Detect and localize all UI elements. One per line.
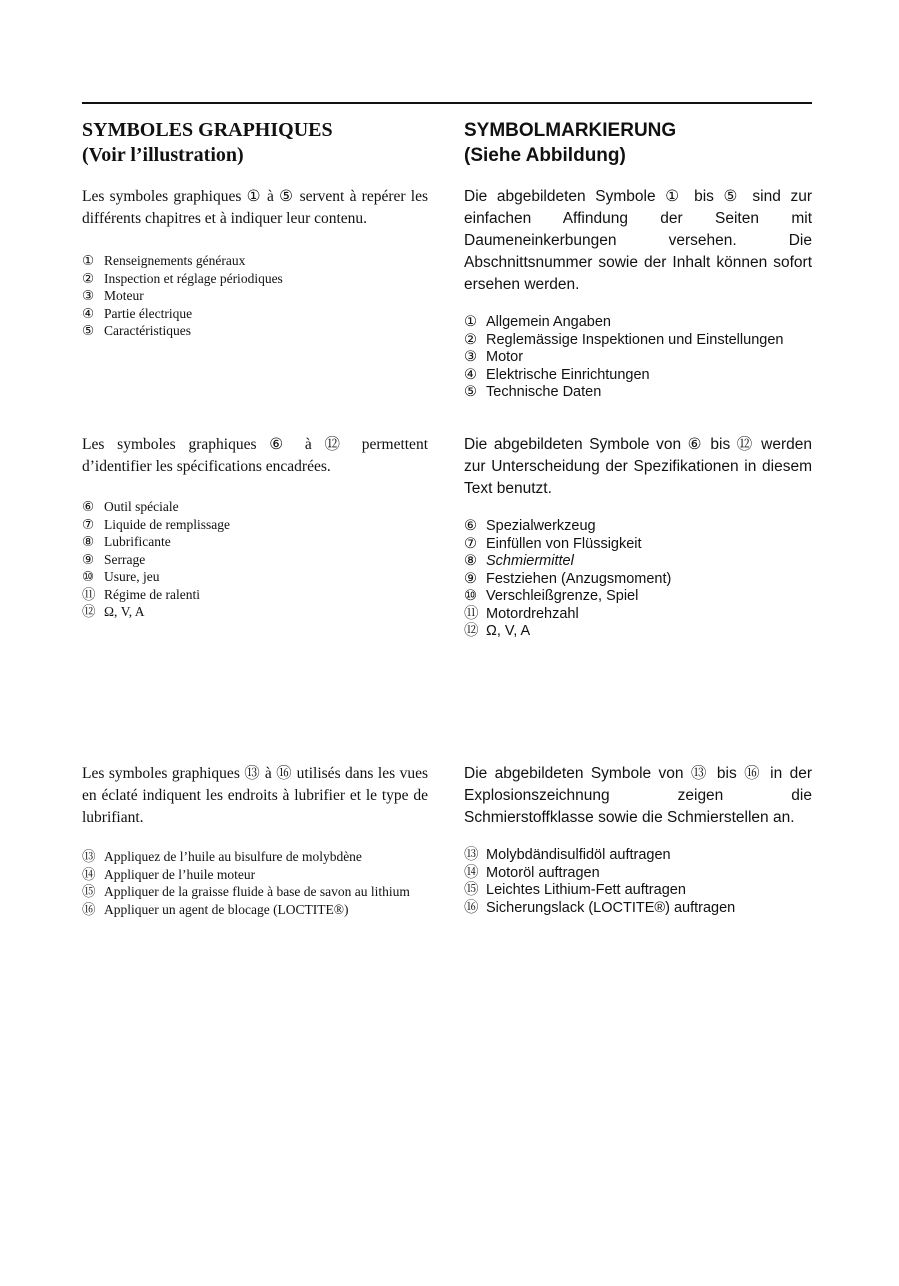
item-number: ⑯: [464, 899, 479, 916]
item-number: ⑪: [464, 605, 479, 622]
item-number: ⑤: [464, 384, 477, 400]
list-item: [82, 551, 428, 569]
item-text: Caractéristiques: [104, 323, 191, 338]
fr-list-2-items: [82, 498, 428, 621]
item-text: Festziehen (Anzugsmoment): [486, 570, 672, 587]
fr-intro-1-text: Les symboles graphiques ① à ⑤ servent à repérer les différents chapitres et à indiquer leur contenu.: [82, 188, 428, 227]
list-item: [464, 882, 812, 900]
list-item: [82, 516, 428, 534]
de-intro-2: [464, 434, 812, 500]
item-text: Leichtes Lithium-Fett auftragen: [486, 882, 686, 898]
de-list-2-items: [464, 518, 812, 641]
list-item: [464, 314, 812, 332]
list-item: [464, 518, 812, 536]
item-text: Motor: [486, 349, 524, 365]
item-text: Appliquer de la graisse fluide à base de savon au lithium: [104, 884, 410, 899]
list-item: [464, 384, 812, 402]
fr-intro-2-text: Les symboles graphiques ⑥ à ⑫ permettent d’identifier les spécifications encadrées.: [82, 436, 428, 475]
item-number: ⑯: [82, 901, 96, 917]
de-intro-1-text: Die abgebildeten Symbole ① bis ⑤ sind zur einfachen Affindung der Seiten mit Daumeneinkerbungen versehen. Die Abschnittsnummer sowie der Inhalt können sofort ersehen werden.: [464, 188, 812, 293]
list-item: [464, 553, 812, 571]
fr-title: SYMBOLES GRAPHIQUES: [82, 119, 333, 141]
fr-intro-3: [82, 763, 428, 829]
list-item: [82, 305, 428, 323]
list-item: [464, 588, 812, 606]
list-item: [464, 847, 812, 865]
item-number: ⑧: [82, 534, 95, 549]
item-number: ④: [82, 305, 95, 321]
list-item: [82, 586, 428, 604]
list-item: [82, 322, 428, 340]
de-list-1: [464, 314, 812, 402]
list-item: [464, 571, 812, 589]
item-number: ⑦: [82, 516, 95, 532]
fr-intro-3-text: Les symboles graphiques ⑬ à ⑯ utilisés dans les vues en éclaté indiquent les endroits à lubrifier et le type de lubrifiant.: [82, 765, 428, 826]
item-text: Renseignements généraux: [104, 253, 246, 268]
item-number: ①: [82, 253, 95, 268]
list-item: [464, 536, 812, 554]
top-rule: [82, 102, 812, 104]
item-text: Partie électrique: [104, 305, 193, 321]
item-text: Reglemässige Inspektionen und Einstellungen: [486, 331, 784, 348]
list-item: [82, 568, 428, 586]
fr-list-2: [82, 498, 428, 621]
list-item: [464, 332, 812, 350]
item-number: ⑭: [82, 866, 96, 882]
item-text: Ω, V, A: [486, 623, 531, 639]
list-item: [82, 270, 428, 288]
de-list-3: [464, 847, 812, 917]
de-intro-1: [464, 186, 812, 296]
item-text: Ω, V, A: [104, 604, 145, 619]
list-item: [464, 349, 812, 367]
de-list-2: [464, 518, 812, 641]
fr-list-1-items: [82, 252, 428, 340]
item-number: ⑧: [464, 553, 477, 569]
item-number: ⑮: [464, 882, 479, 898]
fr-list-1: [82, 252, 428, 340]
list-item: [464, 623, 812, 641]
fr-list-3: [82, 848, 428, 918]
item-text: Appliquer de l’huile moteur: [104, 866, 256, 882]
item-text: Liquide de remplissage: [104, 516, 230, 532]
fr-heading: [82, 118, 428, 168]
item-number: ⑬: [82, 849, 96, 864]
list-item: [82, 533, 428, 551]
item-number: ⑩: [464, 588, 477, 604]
list-item: [82, 603, 428, 621]
item-text: Appliquer un agent de blocage (LOCTITE®): [104, 901, 349, 917]
item-number: ③: [464, 349, 477, 365]
list-item: [464, 900, 812, 918]
item-number: ⑥: [464, 518, 477, 534]
item-number: ②: [82, 270, 95, 286]
fr-intro-2: [82, 434, 428, 478]
item-text: Motordrehzahl: [486, 605, 579, 622]
item-number: ⑪: [82, 586, 96, 602]
de-intro-3: [464, 763, 812, 829]
de-subtitle: (Siehe Abbildung): [464, 145, 626, 166]
de-intro-2-text: Die abgebildeten Symbole von ⑥ bis ⑫ werden zur Unterscheidung der Spezifikationen in diesem Text benutzt.: [464, 436, 812, 497]
list-item: [82, 287, 428, 305]
item-number: ⑭: [464, 864, 479, 881]
item-text: Allgemein Angaben: [486, 314, 611, 330]
list-item: [82, 866, 428, 884]
de-intro-3-text: Die abgebildeten Symbole von ⑬ bis ⑯ in der Explosionszeichnung zeigen die Schmierstoffklasse sowie die Schmierstellen an.: [464, 765, 812, 826]
item-number: ⑫: [82, 604, 96, 619]
fr-subtitle: (Voir l’illustration): [82, 144, 244, 166]
item-text: Régime de ralenti: [104, 586, 200, 602]
item-text: Outil spéciale: [104, 499, 179, 514]
item-number: ⑨: [82, 551, 95, 567]
fr-intro-1: [82, 186, 428, 230]
item-text: Spezialwerkzeug: [486, 518, 596, 534]
item-text: Serrage: [104, 551, 146, 567]
list-item: [82, 901, 428, 919]
item-number: ③: [82, 288, 95, 303]
item-number: ⑨: [464, 570, 477, 587]
item-number: ②: [464, 331, 477, 348]
list-item: [82, 252, 428, 270]
item-text: Usure, jeu: [104, 569, 160, 584]
item-number: ⑫: [464, 623, 479, 639]
de-heading: [464, 118, 812, 168]
item-number: ①: [464, 314, 477, 330]
item-text: Technische Daten: [486, 384, 602, 400]
fr-list-3-items: [82, 848, 428, 918]
item-text: Lubrificante: [104, 534, 171, 549]
item-number: ④: [464, 366, 477, 383]
de-list-1-items: [464, 314, 812, 402]
item-text: Verschleißgrenze, Spiel: [486, 588, 639, 604]
item-text: Appliquez de l’huile au bisulfure de molybdène: [104, 849, 362, 864]
item-text: Schmiermittel: [486, 553, 574, 569]
item-number: ⑬: [464, 847, 479, 863]
item-number: ⑥: [82, 499, 95, 514]
item-text: Inspection et réglage périodiques: [104, 270, 283, 286]
item-number: ⑩: [82, 569, 95, 584]
item-text: Einfüllen von Flüssigkeit: [486, 535, 642, 552]
list-item: [464, 606, 812, 624]
list-item: [82, 498, 428, 516]
de-title: SYMBOLMARKIERUNG: [464, 120, 677, 141]
item-number: ⑤: [82, 323, 95, 338]
item-number: ⑮: [82, 884, 96, 899]
list-item: [464, 865, 812, 883]
list-item: [464, 367, 812, 385]
item-text: Molybdändisulfidöl auftragen: [486, 847, 671, 863]
item-text: Moteur: [104, 288, 144, 303]
list-item: [82, 883, 428, 901]
item-text: Elektrische Einrichtungen: [486, 366, 650, 383]
item-text: Motoröl auftragen: [486, 864, 600, 881]
item-number: ⑦: [464, 535, 477, 552]
list-item: [82, 848, 428, 866]
item-text: Sicherungslack (LOCTITE®) auftragen: [486, 899, 736, 916]
de-list-3-items: [464, 847, 812, 917]
